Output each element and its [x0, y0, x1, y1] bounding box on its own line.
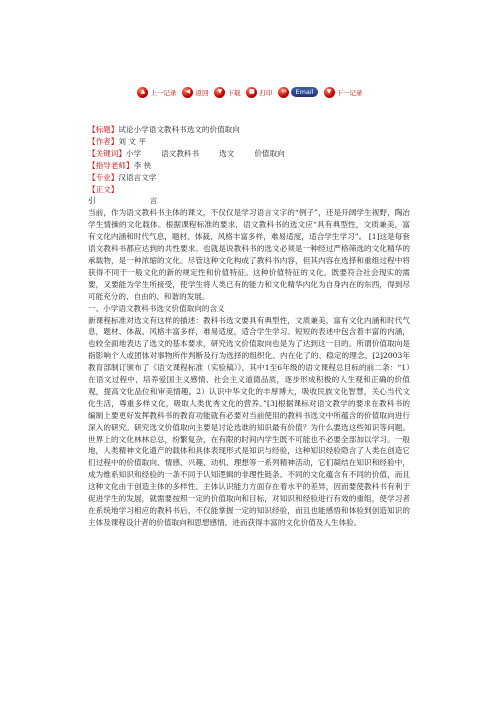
download-label: 下载 [227, 88, 241, 97]
print-button[interactable] [246, 87, 272, 98]
download-icon: ▼ [214, 87, 225, 98]
prev-record-button[interactable] [137, 87, 176, 98]
keyword: 价值取向 [254, 148, 285, 158]
print-icon: ■ [246, 87, 257, 98]
email-label: Email [291, 87, 317, 97]
advisor-tag: 【指导老师】 [88, 160, 134, 170]
major-name: 汉语言文学 [118, 172, 157, 182]
intro-heading-char: 引 [88, 196, 96, 206]
keyword: 小学 [125, 148, 142, 158]
article-content [88, 124, 410, 529]
keyword: 语文教科书 [161, 148, 200, 158]
body-tag: 【正文】 [88, 184, 119, 194]
title-row [88, 124, 410, 136]
email-button[interactable] [278, 87, 317, 98]
advisor-row [88, 160, 410, 172]
print-label: 打印 [259, 88, 273, 97]
major-tag: 【专业】 [88, 172, 119, 182]
email-icon: ✉ [278, 87, 289, 98]
arrow-down-icon: ▼ [324, 87, 335, 98]
return-button[interactable] [182, 87, 208, 98]
return-label: 返回 [195, 88, 209, 97]
title-tag: 【标题】 [88, 125, 119, 134]
keyword: 选文 [219, 148, 235, 158]
next-record-button[interactable] [324, 87, 363, 98]
major-row [88, 172, 410, 184]
return-icon: ◀ [182, 87, 193, 98]
body-paragraph: 新课程标准对选文有这样的描述：教科书选文要具有典型性，文质兼美，富有文化内涵和时代气息，题材、体裁、风格丰富多样，难易适度，适合学生学习。短短的表述中包含着丰富的内涵，也较全面地表达了选文的基本要求，研究选文价值取向也是为了达到这一目的。所谓价值取向是指影响个人或团体对事物所作判断及行为选择的组织化、内在化了的、稳定的理念。[2]2003年教育部制订颁布了《语文课程标准（实验稿）》，其中1至6年级的语文课程总目标的前二条：“1）在语文过程中，培养爱国主义感情、社会主义道德品质，逐步形成积极的人生观和正确的价值观，提高文化品位和审美情趣。2）认识中华文化的丰厚博大，吸收民族文化智慧，关心当代文化生活，尊重多样文化，吸取人类优秀文化的营养。”[3]根据课标对语文教学的要求在教科书的编制上要更好发挥教科书的教育功能就有必要对当前使用的教科书选文中所蕴含的价值取向进行深入的研究。研究选文价值取向主要是讨论选谁的知识最有价值？为什么要选这些知识等问题。世界上的文化林林总总，纷繁复杂，在有限的时间内学生既不可能也不必要全部加以学习。一般地，人类精神文化遗产的载体和具体表现形式是知识与经验，这种知识经验隐含了人类在创造它们过程中的价值取向、情感、兴趣、动机、理想等一系列精神活动，它们凝结在知识和经验中，成为维系知识和经验的一条不同于认知逻辑的非理性链条。不同的文化蕴含有不同的价值，而且这种文化由于创造主体的多样性、主体认识能力方面存在着水平的差异，因而要使教科书有利于促进学生的发展，就需要按照一定的价值取向和目标，对知识和经验进行有效的重组，使学习者在系统地学习相应的教科书后，不仅能掌握一定的知识经验，而且也能感悟和体验到创造知识的主体及课程设计者的价值取向和思想感情，进而获得丰富的文化价值及人生体验。 [88, 315, 410, 527]
article-title: 试论小学语文教科书选文的价值取向 [118, 125, 240, 134]
intro-heading [88, 195, 410, 207]
body-paragraph: 当前，作为语文教科书主体的课文，不仅仅是学习语言文字的“例子”，还是开阔学生视野，陶冶学生情操的文化载体。根据课程标准的要求，语文教科书的选文应“具有典型性，文质兼美，富有文化内涵和时代气息，题材、体裁、风格丰富多样，难易适度，适合学生学习”。 [1]这是每套语文教科书都应达到的共性要求。也就是说教科书的选文必须是一种经过严格筛选的文化精华的承载物，是一种浓缩的文化。尽管这种文化构成了教科书内容，但其内容在选择和重组过程中将获得不同于一般文化的新的规定性和价值特征。这种价值特征的文化，既要符合社会现实的需要，又要能为学生所接受，使学生将人类已有的能力和文化精华内化为自身内在的东西，得到尽可能充分的、自由的、和谐的发展。 [88, 208, 410, 301]
body-row [88, 184, 410, 196]
keywords-row [88, 148, 410, 160]
section-heading: 一、小学语文教科书选文价值取向的含义 [88, 303, 225, 313]
prev-record-label: 上一记录 [150, 88, 177, 97]
download-button[interactable] [214, 87, 240, 98]
arrow-up-icon: ▲ [137, 87, 148, 98]
advisor-name: 李 侠 [133, 160, 152, 170]
keywords-tag: 【关键词】 [88, 148, 126, 158]
intro-heading-char: 言 [149, 196, 158, 206]
next-record-label: 下一记录 [336, 88, 363, 97]
author-row [88, 136, 410, 148]
author-name: 刘 文 平 [118, 136, 146, 146]
record-toolbar [0, 82, 500, 102]
author-tag: 【作者】 [88, 136, 119, 146]
